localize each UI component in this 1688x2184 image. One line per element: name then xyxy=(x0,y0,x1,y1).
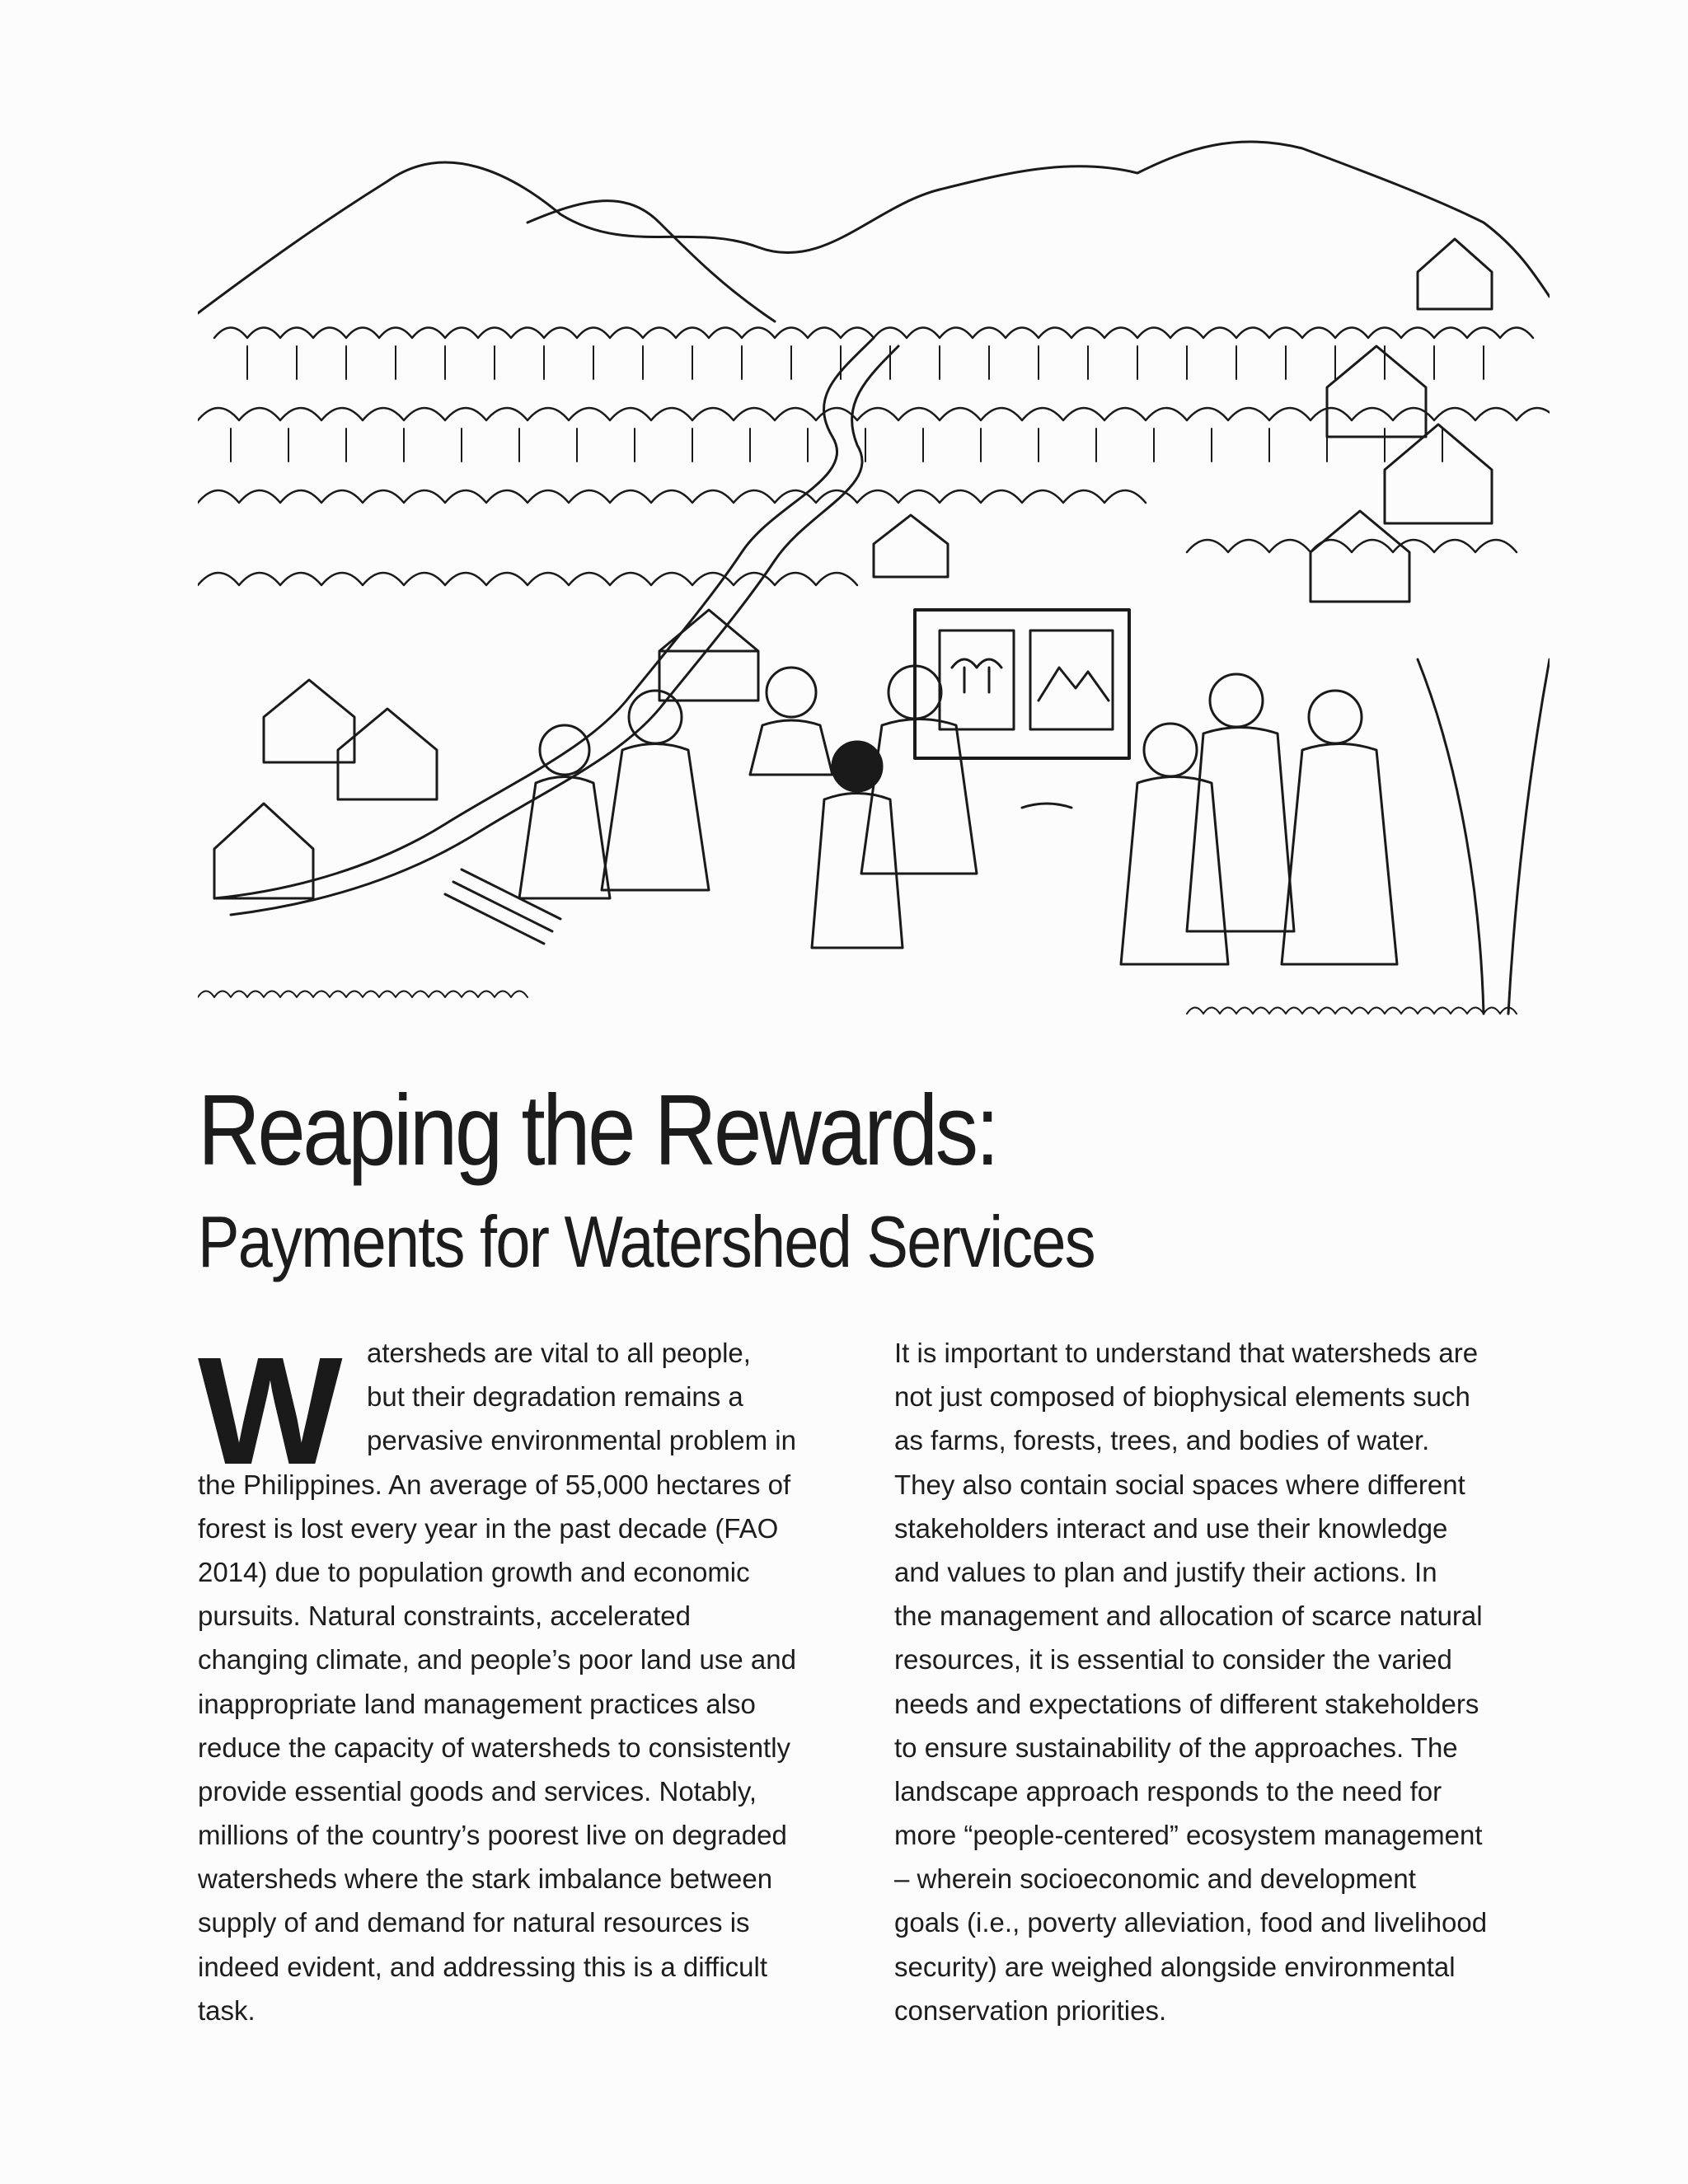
text-line: They also contain social spaces where different xyxy=(894,1469,1465,1500)
text-line: changing climate, and people’s poor land use and xyxy=(198,1644,796,1675)
text-line: goals (i.e., poverty alleviation, food and livelihood xyxy=(894,1907,1488,1938)
big-tree xyxy=(1418,659,1550,1014)
grass xyxy=(198,991,1517,1015)
drop-cap: W xyxy=(198,1326,338,1497)
text-line: to ensure sustainability of the approaches. The xyxy=(894,1732,1458,1763)
text-line: landscape approach responds to the need for xyxy=(894,1775,1442,1807)
text-line: 2014) due to population growth and economic xyxy=(198,1556,750,1587)
text-line: the Philippines. An average of 55,000 hectares of xyxy=(198,1469,791,1500)
text-line: It is important to understand that watersheds are xyxy=(894,1338,1479,1368)
text-line: atersheds are vital to all people, xyxy=(367,1338,751,1368)
people xyxy=(445,666,1397,964)
text-line: millions of the country’s poorest live on degraded xyxy=(198,1820,787,1851)
text-line: the management and allocation of scarce natural xyxy=(894,1601,1483,1632)
text-line: security) are weighed alongside environmental xyxy=(894,1951,1456,1982)
river xyxy=(214,338,874,898)
mountain-ridge-inner xyxy=(528,201,775,321)
mountain-ridge xyxy=(198,142,1550,313)
text-line: conservation priorities. xyxy=(894,1994,1167,2026)
text-line: – wherein socioeconomic and development xyxy=(894,1863,1416,1895)
display-board xyxy=(915,610,1129,758)
left-column xyxy=(198,1326,857,2032)
text-line: resources, it is essential to consider the varied xyxy=(894,1644,1452,1675)
watershed-illustration xyxy=(198,124,1550,1055)
text-line: more “people-centered” ecosystem management xyxy=(894,1820,1483,1851)
text-line: pursuits. Natural constraints, accelerated xyxy=(198,1601,691,1632)
text-line: inappropriate land management practices also xyxy=(198,1688,756,1719)
river-bank xyxy=(231,346,898,915)
text-line: stakeholders interact and use their knowledge xyxy=(894,1512,1448,1544)
text-line: supply of and demand for natural resources is xyxy=(198,1907,750,1938)
text-line: reduce the capacity of watersheds to consistently xyxy=(198,1732,791,1763)
page-subtitle: Payments for Watershed Services xyxy=(198,1201,1095,1282)
text-line: indeed evident, and addressing this is a difficult xyxy=(198,1951,768,1982)
text-line: watersheds where the stark imbalance between xyxy=(198,1863,773,1895)
text-line: not just composed of biophysical elements such xyxy=(894,1381,1470,1413)
handshake xyxy=(1022,804,1071,808)
text-line: provide essential goods and services. Notably, xyxy=(198,1775,757,1807)
text-line: needs and expectations of different stakeholders xyxy=(894,1688,1479,1719)
houses xyxy=(214,239,1492,898)
text-line: forest is lost every year in the past decade (FAO xyxy=(198,1512,779,1544)
text-line: task. xyxy=(198,1994,256,2026)
text-line: pervasive environmental problem in xyxy=(367,1425,796,1456)
text-line: and values to plan and justify their actions. In xyxy=(894,1556,1437,1587)
text-line: as farms, forests, trees, and bodies of water. xyxy=(894,1425,1430,1456)
text-line: but their degradation remains a xyxy=(367,1381,743,1413)
firewood-bundle xyxy=(445,869,560,944)
right-column xyxy=(894,1331,1554,2032)
page-title: Reaping the Rewards: xyxy=(198,1074,997,1186)
